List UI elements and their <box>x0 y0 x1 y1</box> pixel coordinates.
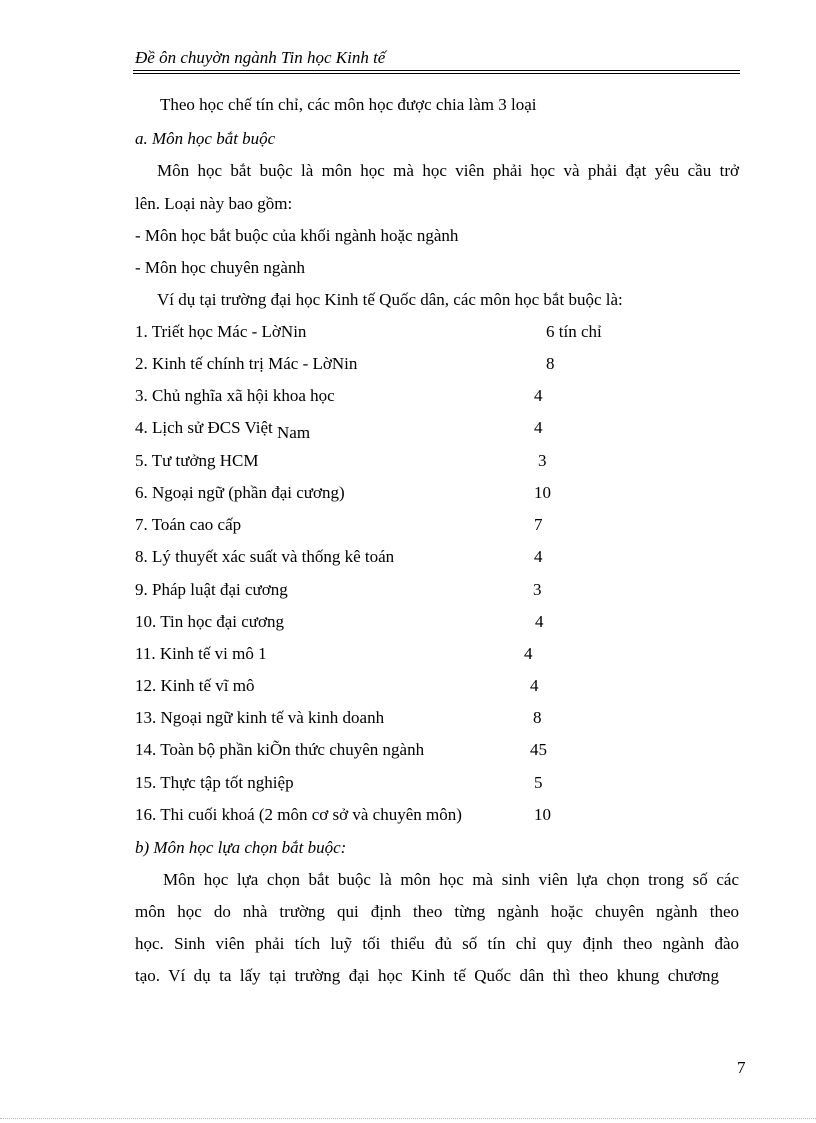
course-name: 16. Thi cuối khoá (2 môn cơ sở và chuyên môn) <box>135 805 462 824</box>
section-a-heading: a. Môn học bắt buộc <box>135 129 276 148</box>
course-name: 9. Pháp luật đại cương <box>135 580 288 599</box>
course-credits: 8 <box>533 708 542 727</box>
section-a-para-line1: Môn học bắt buộc là môn học mà học viên phải học và phải đạt yêu cầu trở <box>157 161 739 180</box>
course-name: 5. Tư tưởng HCM <box>135 451 259 470</box>
header-title: Đề ôn chuyờn ngành Tin học Kinh tế <box>135 48 386 67</box>
section-a-para-line2: lên. Loại này bao gồm: <box>135 194 293 213</box>
course-credits: 4 <box>534 386 543 405</box>
course-name: 8. Lý thuyết xác suất và thống kê toán <box>135 547 395 566</box>
course-name: 1. Triết học Mác - LờNin <box>135 322 307 341</box>
course-credits: 6 tín chỉ <box>546 322 602 341</box>
header-rule-bottom <box>133 73 740 74</box>
course-name: 14. Toàn bộ phần kiÕn thức chuyên ngành <box>135 740 425 759</box>
course-credits: 3 <box>533 580 542 599</box>
header-rule-top <box>133 70 740 71</box>
course-credits: 4 <box>534 418 543 437</box>
course-name: 4. Lịch sử ĐCS Việt <box>135 418 273 437</box>
course-credits: 4 <box>530 676 539 695</box>
course-name: 11. Kinh tế vi mô 1 <box>135 644 267 663</box>
example-intro: Ví dụ tại trường đại học Kinh tế Quốc dân, các môn học bắt buộc là: <box>157 290 623 309</box>
course-credits: 7 <box>534 515 543 534</box>
course-name: 7. Toán cao cấp <box>135 515 242 534</box>
course-name: 2. Kinh tế chính trị Mác - LờNin <box>135 354 358 373</box>
section-b-line3: học. Sinh viên phải tích luỹ tối thiểu đủ số tín chỉ quy định theo ngành đào <box>135 934 739 953</box>
course-name: 3. Chủ nghĩa xã hội khoa học <box>135 386 335 405</box>
course-credits: 5 <box>534 773 543 792</box>
course-credits: 4 <box>524 644 533 663</box>
section-b-line2: môn học do nhà trường qui định theo từng ngành hoặc chuyên ngành theo <box>135 902 739 921</box>
page-number: 7 <box>737 1058 746 1077</box>
intro-text: Theo học chế tín chỉ, các môn học được chia làm 3 loại <box>160 95 537 114</box>
course-name: 15. Thực tập tốt nghiệp <box>135 773 294 792</box>
section-b-line4: tạo. Ví dụ ta lấy tại trường đại học Kinh tế Quốc dân thì theo khung chương <box>135 966 719 985</box>
bullet-item: - Môn học chuyên ngành <box>135 258 305 277</box>
course-name: 12. Kinh tế vĩ mô <box>135 676 255 695</box>
course-credits: 4 <box>535 612 544 631</box>
section-b-line1: Môn học lựa chọn bắt buộc là môn học mà sinh viên lựa chọn trong số các <box>163 870 739 889</box>
section-b-heading: b) Môn học lựa chọn bắt buộc: <box>135 838 347 857</box>
course-name: 13. Ngoại ngữ kinh tế và kinh doanh <box>135 708 385 727</box>
course-credits: 3 <box>538 451 547 470</box>
course-credits: 10 <box>534 805 551 824</box>
course-credits: 8 <box>546 354 555 373</box>
course-row-4 <box>135 418 311 442</box>
course-name-subscript: Nam <box>277 423 311 442</box>
page-bottom-divider <box>0 1118 816 1119</box>
bullet-item: - Môn học bắt buộc của khối ngành hoặc ngành <box>135 226 459 245</box>
course-credits: 10 <box>534 483 551 502</box>
course-credits: 45 <box>530 740 547 759</box>
course-credits: 4 <box>534 547 543 566</box>
course-name: 10. Tin học đại cương <box>135 612 285 631</box>
course-name: 6. Ngoại ngữ (phần đại cương) <box>135 483 345 502</box>
